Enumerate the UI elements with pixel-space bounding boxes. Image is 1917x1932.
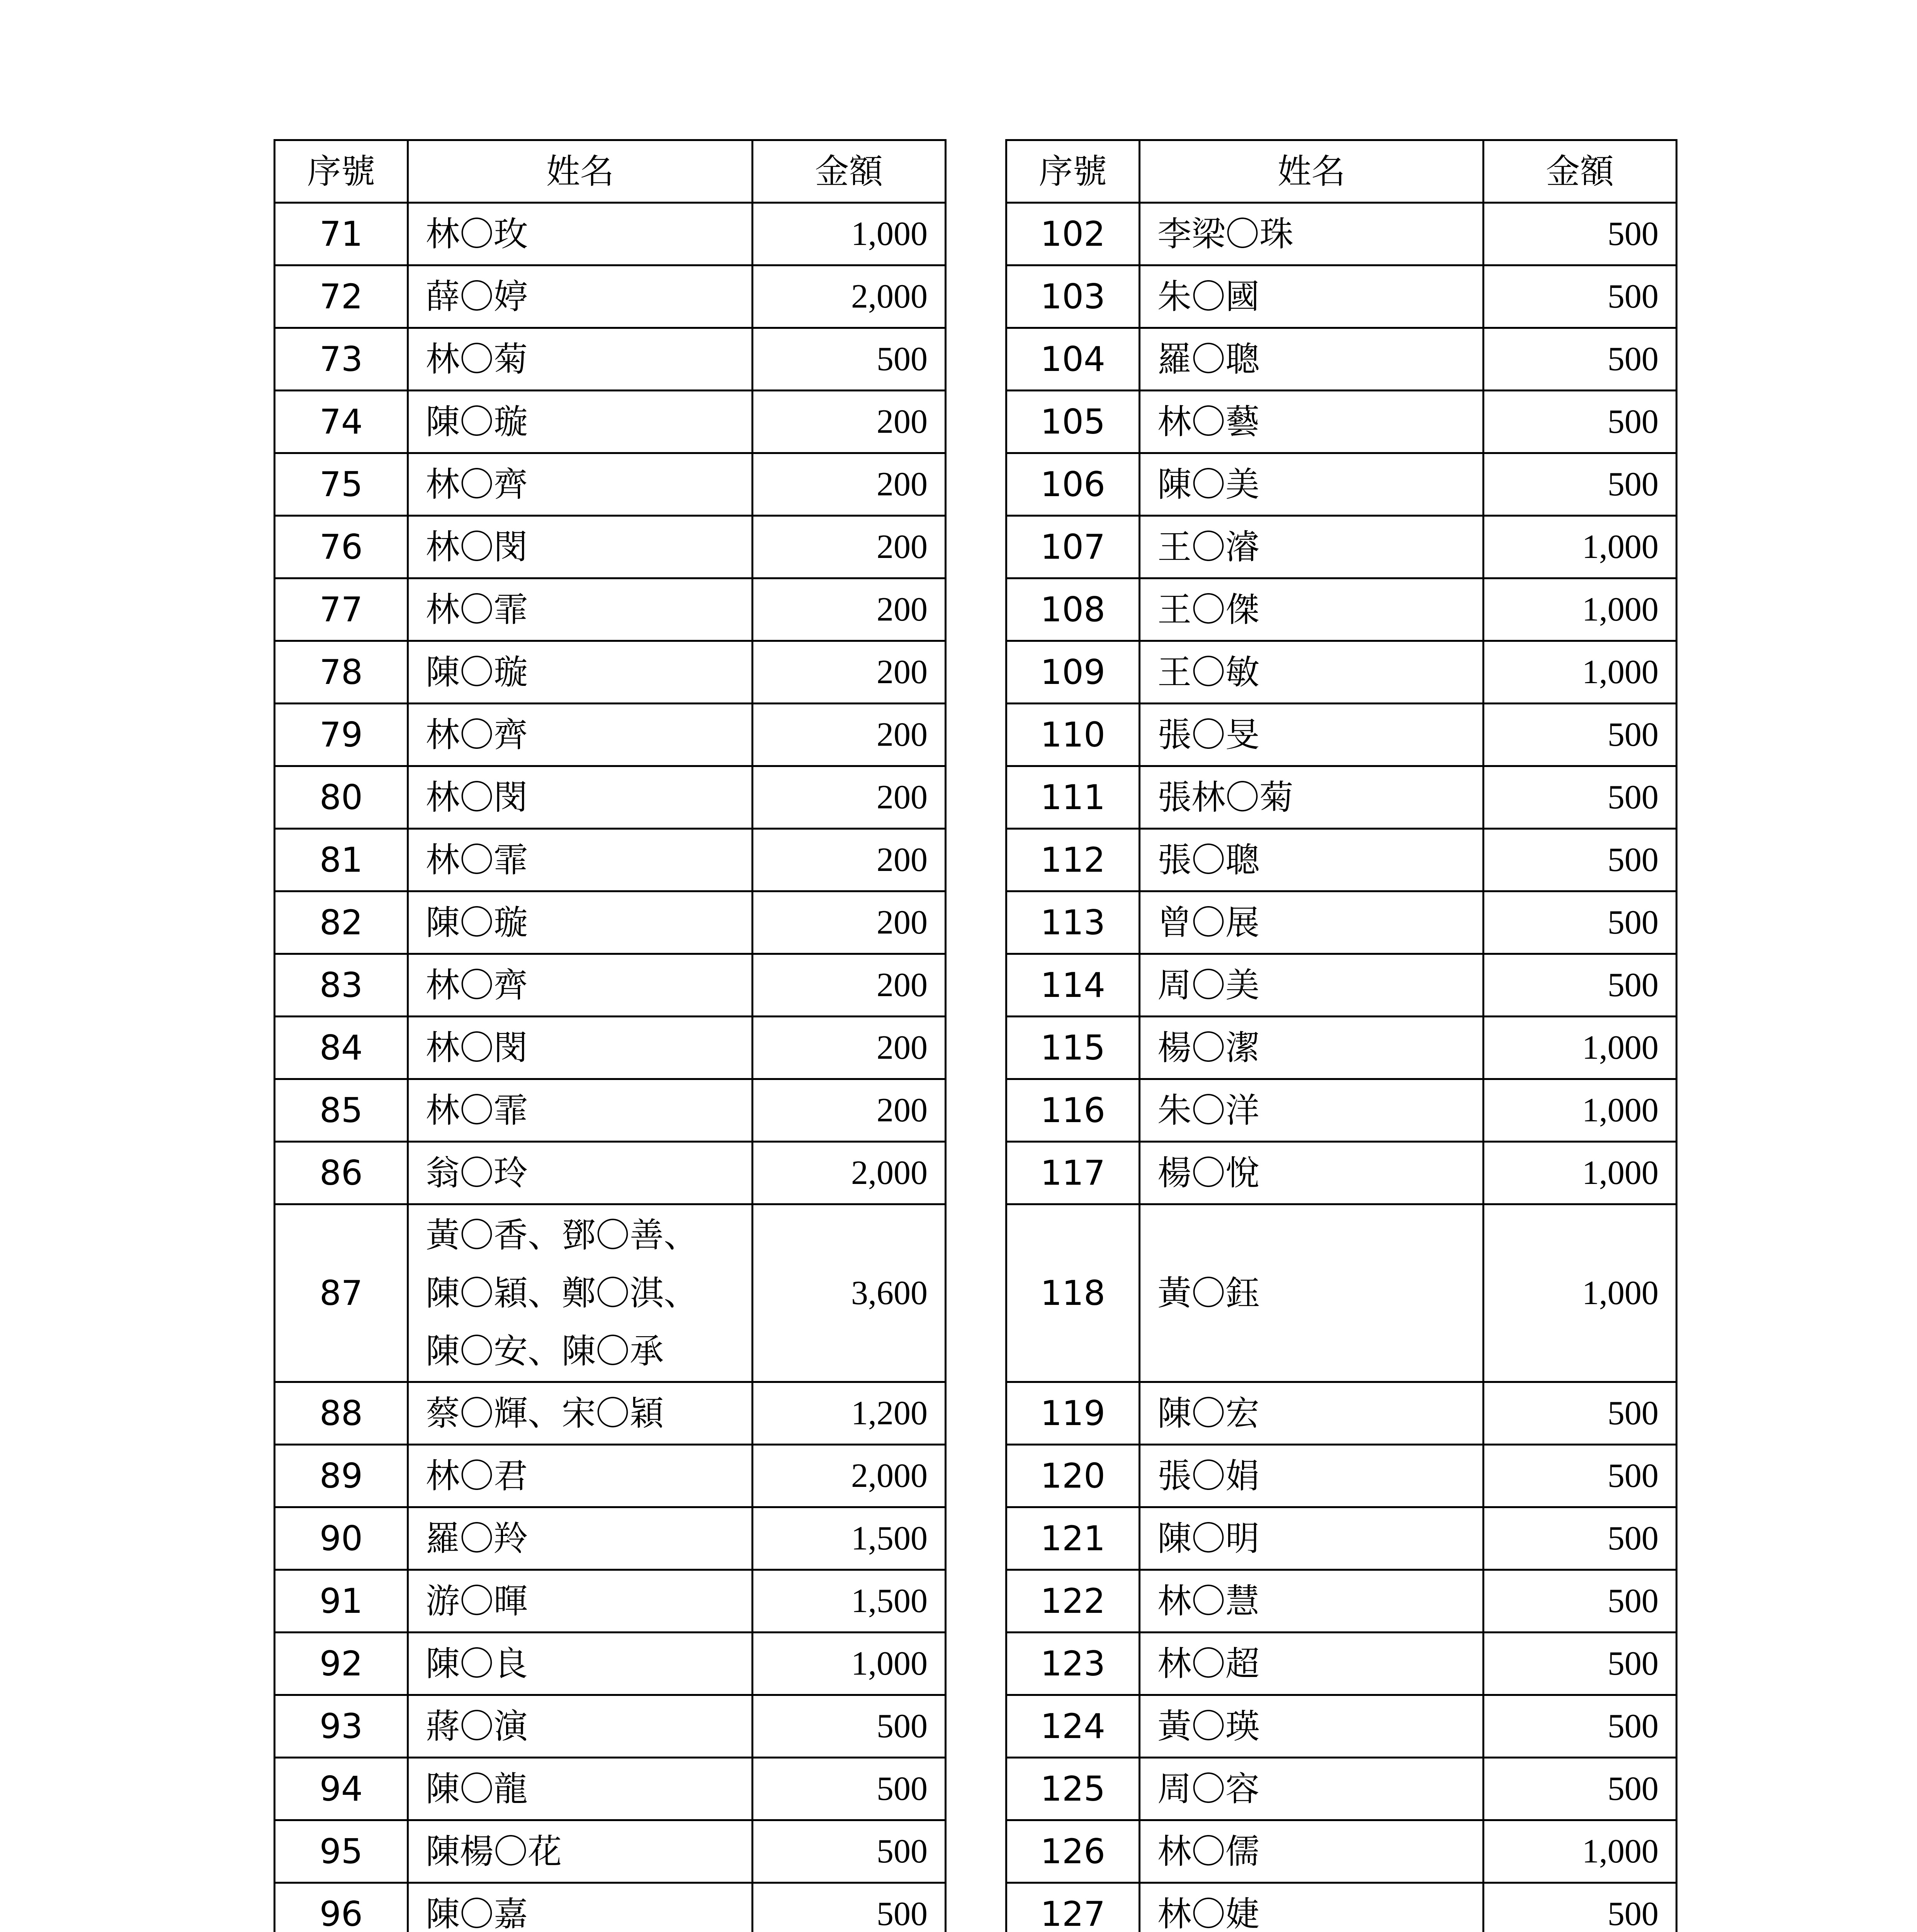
donor-name-cell xyxy=(408,328,753,391)
donor-name-cell xyxy=(408,829,753,891)
donor-name: 蔣〇演 xyxy=(426,1706,528,1746)
donor-name: 蔡〇輝、宋〇穎 xyxy=(426,1393,664,1433)
donor-name: 林〇婕 xyxy=(1157,1894,1260,1932)
serial-number-cell: 113 xyxy=(1006,891,1140,954)
donor-name-cell xyxy=(408,1382,753,1445)
donor-name-cell xyxy=(1140,265,1484,328)
table-row xyxy=(275,704,946,766)
table-row xyxy=(275,891,946,954)
table-row xyxy=(1006,265,1677,328)
table-row xyxy=(1006,1204,1677,1382)
table-row xyxy=(1006,641,1677,704)
donor-name: 李梁〇珠 xyxy=(1157,214,1294,254)
table-row xyxy=(1006,1633,1677,1695)
header-serial-number: 序號 xyxy=(1006,140,1140,203)
donor-name-cell xyxy=(1140,1820,1484,1883)
donor-name-cell xyxy=(408,1820,753,1883)
table-row xyxy=(1006,1883,1677,1932)
table-row xyxy=(275,954,946,1017)
amount-cell: 500 xyxy=(1484,265,1677,328)
donor-name: 周〇美 xyxy=(1157,965,1260,1005)
serial-number-cell: 102 xyxy=(1006,203,1140,265)
serial-number-cell: 112 xyxy=(1006,829,1140,891)
table-row xyxy=(1006,1820,1677,1883)
donor-name: 陳〇良 xyxy=(426,1643,528,1684)
donor-name-cell xyxy=(408,704,753,766)
table-row xyxy=(275,1204,946,1382)
donor-name: 朱〇洋 xyxy=(1157,1090,1260,1130)
amount-cell: 1,000 xyxy=(1484,1204,1677,1382)
donor-name: 游〇暉 xyxy=(426,1581,528,1621)
donor-name: 陳〇龍 xyxy=(426,1769,528,1809)
serial-number-cell: 81 xyxy=(275,829,408,891)
donor-name-cell xyxy=(408,453,753,516)
donor-name: 薛〇婷 xyxy=(426,276,528,316)
table-row xyxy=(275,1507,946,1570)
table-row xyxy=(275,328,946,391)
donor-name-cell xyxy=(1140,1758,1484,1820)
donor-name-cell xyxy=(1140,704,1484,766)
amount-cell: 500 xyxy=(753,328,946,391)
serial-number-cell: 80 xyxy=(275,766,408,829)
amount-cell: 200 xyxy=(753,453,946,516)
donor-name-cell xyxy=(408,1883,753,1932)
table-row xyxy=(1006,1079,1677,1142)
donor-name-cell xyxy=(1140,203,1484,265)
donor-name: 黃〇瑛 xyxy=(1157,1706,1260,1746)
donor-name-cell xyxy=(408,516,753,578)
donor-name-cell xyxy=(408,1507,753,1570)
table-row xyxy=(1006,1758,1677,1820)
table-row xyxy=(275,578,946,641)
donation-table-right xyxy=(1005,139,1677,1932)
table-row xyxy=(275,641,946,704)
table-row xyxy=(275,1382,946,1445)
serial-number-cell: 93 xyxy=(275,1695,408,1758)
donor-name-cell xyxy=(1140,1507,1484,1570)
amount-cell: 1,000 xyxy=(1484,1079,1677,1142)
donor-name: 朱〇國 xyxy=(1157,276,1260,316)
donor-name: 林〇閔 xyxy=(426,1027,528,1068)
serial-number-cell: 122 xyxy=(1006,1570,1140,1633)
amount-cell: 1,000 xyxy=(1484,641,1677,704)
amount-cell: 500 xyxy=(1484,704,1677,766)
table-row xyxy=(1006,516,1677,578)
amount-cell: 500 xyxy=(1484,1570,1677,1633)
amount-cell: 200 xyxy=(753,704,946,766)
donor-name: 楊〇悅 xyxy=(1157,1153,1260,1193)
serial-number-cell: 79 xyxy=(275,704,408,766)
amount-cell: 2,000 xyxy=(753,265,946,328)
donor-name-cell xyxy=(408,203,753,265)
donor-name-cell xyxy=(1140,1695,1484,1758)
table-row xyxy=(1006,328,1677,391)
donor-name: 陳〇璇 xyxy=(426,902,528,942)
donor-name: 林〇齊 xyxy=(426,464,528,504)
amount-cell: 200 xyxy=(753,954,946,1017)
serial-number-cell: 95 xyxy=(275,1820,408,1883)
serial-number-cell: 115 xyxy=(1006,1017,1140,1079)
serial-number-cell: 77 xyxy=(275,578,408,641)
donor-name: 黃〇鈺 xyxy=(1157,1273,1260,1313)
table-row xyxy=(275,391,946,453)
serial-number-cell: 89 xyxy=(275,1445,408,1507)
amount-cell: 200 xyxy=(753,766,946,829)
table-row xyxy=(1006,829,1677,891)
table-row xyxy=(1006,954,1677,1017)
donor-name: 陳〇嘉 xyxy=(426,1894,528,1932)
table-row xyxy=(1006,1382,1677,1445)
donor-name: 羅〇聰 xyxy=(1157,339,1260,379)
serial-number-cell: 119 xyxy=(1006,1382,1140,1445)
serial-number-cell: 82 xyxy=(275,891,408,954)
table-row xyxy=(275,1017,946,1079)
amount-cell: 200 xyxy=(753,391,946,453)
amount-cell: 500 xyxy=(1484,1445,1677,1507)
table-row xyxy=(1006,766,1677,829)
table-row xyxy=(1006,1507,1677,1570)
serial-number-cell: 90 xyxy=(275,1507,408,1570)
donor-name-cell xyxy=(1140,391,1484,453)
donor-name-cell xyxy=(408,954,753,1017)
serial-number-cell: 109 xyxy=(1006,641,1140,704)
serial-number-cell: 114 xyxy=(1006,954,1140,1017)
table-row xyxy=(1006,1017,1677,1079)
table-row xyxy=(275,1445,946,1507)
amount-cell: 500 xyxy=(1484,766,1677,829)
donor-name: 周〇容 xyxy=(1157,1769,1260,1809)
serial-number-cell: 110 xyxy=(1006,704,1140,766)
table-row xyxy=(275,1142,946,1204)
serial-number-cell: 124 xyxy=(1006,1695,1140,1758)
amount-cell: 500 xyxy=(753,1695,946,1758)
table-row xyxy=(275,1758,946,1820)
donor-name: 林〇霏 xyxy=(426,1090,528,1130)
donor-name-cell xyxy=(408,578,753,641)
donor-name-cell xyxy=(1140,829,1484,891)
donor-name: 陳〇穎、鄭〇淇、 xyxy=(426,1273,698,1313)
table-row xyxy=(275,1570,946,1633)
table-row xyxy=(275,516,946,578)
donor-name-cell xyxy=(1140,1633,1484,1695)
donor-name: 王〇敏 xyxy=(1157,652,1260,692)
donor-name-cell xyxy=(1140,1142,1484,1204)
amount-cell: 1,000 xyxy=(1484,516,1677,578)
serial-number-cell: 74 xyxy=(275,391,408,453)
table-header-row xyxy=(275,140,946,203)
donor-name: 陳〇宏 xyxy=(1157,1393,1260,1433)
serial-number-cell: 121 xyxy=(1006,1507,1140,1570)
table-row xyxy=(1006,1142,1677,1204)
table-row xyxy=(1006,704,1677,766)
serial-number-cell: 78 xyxy=(275,641,408,704)
serial-number-cell: 73 xyxy=(275,328,408,391)
serial-number-cell: 94 xyxy=(275,1758,408,1820)
donor-name-cell xyxy=(408,766,753,829)
table-row xyxy=(1006,1695,1677,1758)
donor-name: 張〇聰 xyxy=(1157,840,1260,880)
donor-name-cell xyxy=(1140,1445,1484,1507)
donor-name: 陳〇璇 xyxy=(426,401,528,442)
donor-name-cell xyxy=(408,1142,753,1204)
header-serial-number: 序號 xyxy=(275,140,408,203)
donor-name-cell xyxy=(408,265,753,328)
donor-name: 陳〇璇 xyxy=(426,652,528,692)
amount-cell: 200 xyxy=(753,578,946,641)
table-row xyxy=(1006,203,1677,265)
amount-cell: 2,000 xyxy=(753,1445,946,1507)
amount-cell: 500 xyxy=(1484,453,1677,516)
table-row xyxy=(275,766,946,829)
donor-name: 王〇濬 xyxy=(1157,527,1260,567)
donor-name: 林〇玫 xyxy=(426,214,528,254)
donor-name-cell xyxy=(1140,1204,1484,1382)
serial-number-cell: 123 xyxy=(1006,1633,1140,1695)
donor-name-cell xyxy=(408,641,753,704)
donor-name-cell xyxy=(408,1204,753,1382)
serial-number-cell: 85 xyxy=(275,1079,408,1142)
amount-cell: 200 xyxy=(753,516,946,578)
serial-number-cell: 83 xyxy=(275,954,408,1017)
serial-number-cell: 75 xyxy=(275,453,408,516)
table-header-row xyxy=(1006,140,1677,203)
serial-number-cell: 72 xyxy=(275,265,408,328)
donor-name-cell xyxy=(1140,891,1484,954)
amount-cell: 1,500 xyxy=(753,1507,946,1570)
donor-name: 曾〇展 xyxy=(1157,902,1260,942)
table-row xyxy=(1006,391,1677,453)
amount-cell: 1,000 xyxy=(753,203,946,265)
amount-cell: 1,000 xyxy=(753,1633,946,1695)
table-row xyxy=(275,1079,946,1142)
table-row xyxy=(275,829,946,891)
donor-name: 林〇君 xyxy=(426,1456,528,1496)
donor-name: 陳〇美 xyxy=(1157,464,1260,504)
amount-cell: 500 xyxy=(1484,391,1677,453)
table-row xyxy=(1006,578,1677,641)
amount-cell: 1,000 xyxy=(1484,1017,1677,1079)
donor-name: 林〇藝 xyxy=(1157,401,1260,442)
donor-name: 林〇超 xyxy=(1157,1643,1260,1684)
amount-cell: 1,500 xyxy=(753,1570,946,1633)
serial-number-cell: 111 xyxy=(1006,766,1140,829)
amount-cell: 500 xyxy=(1484,1695,1677,1758)
serial-number-cell: 108 xyxy=(1006,578,1140,641)
donor-name: 林〇儒 xyxy=(1157,1831,1260,1871)
amount-cell: 1,200 xyxy=(753,1382,946,1445)
donor-name-cell xyxy=(408,1758,753,1820)
amount-cell: 200 xyxy=(753,891,946,954)
donor-name-cell xyxy=(1140,1079,1484,1142)
header-name: 姓名 xyxy=(408,140,753,203)
amount-cell: 200 xyxy=(753,1017,946,1079)
serial-number-cell: 126 xyxy=(1006,1820,1140,1883)
donor-name: 林〇霏 xyxy=(426,840,528,880)
donor-name-cell xyxy=(1140,578,1484,641)
donor-name: 王〇傑 xyxy=(1157,589,1260,629)
donor-name-cell xyxy=(408,1017,753,1079)
serial-number-cell: 105 xyxy=(1006,391,1140,453)
donor-name-cell xyxy=(408,1695,753,1758)
table-row xyxy=(275,1695,946,1758)
donor-name-cell xyxy=(408,1633,753,1695)
amount-cell: 500 xyxy=(1484,1883,1677,1932)
donor-name: 林〇慧 xyxy=(1157,1581,1260,1621)
table-row xyxy=(275,203,946,265)
donor-name-cell xyxy=(1140,766,1484,829)
amount-cell: 500 xyxy=(1484,1507,1677,1570)
serial-number-cell: 92 xyxy=(275,1633,408,1695)
amount-cell: 500 xyxy=(753,1820,946,1883)
donor-name-cell xyxy=(408,1079,753,1142)
donor-name: 林〇菊 xyxy=(426,339,528,379)
header-amount: 金額 xyxy=(1484,140,1677,203)
table-row xyxy=(275,1820,946,1883)
donor-name: 陳〇明 xyxy=(1157,1518,1260,1558)
donor-name-cell xyxy=(1140,954,1484,1017)
table-body-left xyxy=(275,203,946,1932)
serial-number-cell: 87 xyxy=(275,1204,408,1382)
table-row xyxy=(275,1633,946,1695)
serial-number-cell: 88 xyxy=(275,1382,408,1445)
header-amount: 金額 xyxy=(753,140,946,203)
donor-name: 林〇閔 xyxy=(426,527,528,567)
donor-name-cell xyxy=(408,891,753,954)
table-row xyxy=(1006,1445,1677,1507)
donor-name-cell xyxy=(1140,1883,1484,1932)
table-row xyxy=(1006,891,1677,954)
amount-cell: 500 xyxy=(753,1883,946,1932)
serial-number-cell: 127 xyxy=(1006,1883,1140,1932)
amount-cell: 500 xyxy=(1484,829,1677,891)
donor-name: 黃〇香、鄧〇善、 xyxy=(426,1215,698,1255)
donor-name: 林〇閔 xyxy=(426,777,528,817)
serial-number-cell: 76 xyxy=(275,516,408,578)
serial-number-cell: 104 xyxy=(1006,328,1140,391)
donor-name: 張林〇菊 xyxy=(1157,777,1294,817)
serial-number-cell: 106 xyxy=(1006,453,1140,516)
donor-name-cell xyxy=(1140,453,1484,516)
amount-cell: 500 xyxy=(753,1758,946,1820)
serial-number-cell: 107 xyxy=(1006,516,1140,578)
donor-name-cell xyxy=(1140,328,1484,391)
table-body-right xyxy=(1006,203,1677,1932)
table-row xyxy=(1006,453,1677,516)
amount-cell: 500 xyxy=(1484,954,1677,1017)
table-row xyxy=(275,453,946,516)
donor-name-cell xyxy=(408,1445,753,1507)
amount-cell: 1,000 xyxy=(1484,1142,1677,1204)
amount-cell: 1,000 xyxy=(1484,578,1677,641)
serial-number-cell: 117 xyxy=(1006,1142,1140,1204)
donor-name-cell xyxy=(1140,1570,1484,1633)
donor-name-cell xyxy=(408,1570,753,1633)
serial-number-cell: 86 xyxy=(275,1142,408,1204)
table-row xyxy=(275,265,946,328)
donation-table-left xyxy=(274,139,947,1932)
serial-number-cell: 118 xyxy=(1006,1204,1140,1382)
serial-number-cell: 71 xyxy=(275,203,408,265)
amount-cell: 200 xyxy=(753,1079,946,1142)
donor-name: 林〇霏 xyxy=(426,589,528,629)
donor-name: 羅〇羚 xyxy=(426,1518,528,1558)
serial-number-cell: 96 xyxy=(275,1883,408,1932)
table-row xyxy=(275,1883,946,1932)
donor-name-cell xyxy=(408,391,753,453)
amount-cell: 500 xyxy=(1484,1382,1677,1445)
serial-number-cell: 125 xyxy=(1006,1758,1140,1820)
donor-name: 張〇娟 xyxy=(1157,1456,1260,1496)
donor-name: 翁〇玲 xyxy=(426,1153,528,1193)
amount-cell: 200 xyxy=(753,641,946,704)
amount-cell: 200 xyxy=(753,829,946,891)
amount-cell: 1,000 xyxy=(1484,1820,1677,1883)
donor-name-cell xyxy=(1140,641,1484,704)
donor-name: 林〇齊 xyxy=(426,714,528,755)
donor-name: 陳〇安、陳〇承 xyxy=(426,1331,664,1371)
amount-cell: 500 xyxy=(1484,328,1677,391)
serial-number-cell: 91 xyxy=(275,1570,408,1633)
amount-cell: 500 xyxy=(1484,891,1677,954)
serial-number-cell: 120 xyxy=(1006,1445,1140,1507)
amount-cell: 500 xyxy=(1484,1633,1677,1695)
donor-name: 陳楊〇花 xyxy=(426,1831,562,1871)
amount-cell: 500 xyxy=(1484,1758,1677,1820)
table-row xyxy=(1006,1570,1677,1633)
donor-name-cell xyxy=(1140,516,1484,578)
serial-number-cell: 116 xyxy=(1006,1079,1140,1142)
amount-cell: 500 xyxy=(1484,203,1677,265)
amount-cell: 2,000 xyxy=(753,1142,946,1204)
serial-number-cell: 84 xyxy=(275,1017,408,1079)
donor-name: 張〇旻 xyxy=(1157,714,1260,755)
donor-name: 林〇齊 xyxy=(426,965,528,1005)
donor-name: 楊〇潔 xyxy=(1157,1027,1260,1068)
donor-name-cell xyxy=(1140,1382,1484,1445)
amount-cell: 3,600 xyxy=(753,1204,946,1382)
serial-number-cell: 103 xyxy=(1006,265,1140,328)
header-name: 姓名 xyxy=(1140,140,1484,203)
donor-name-cell xyxy=(1140,1017,1484,1079)
